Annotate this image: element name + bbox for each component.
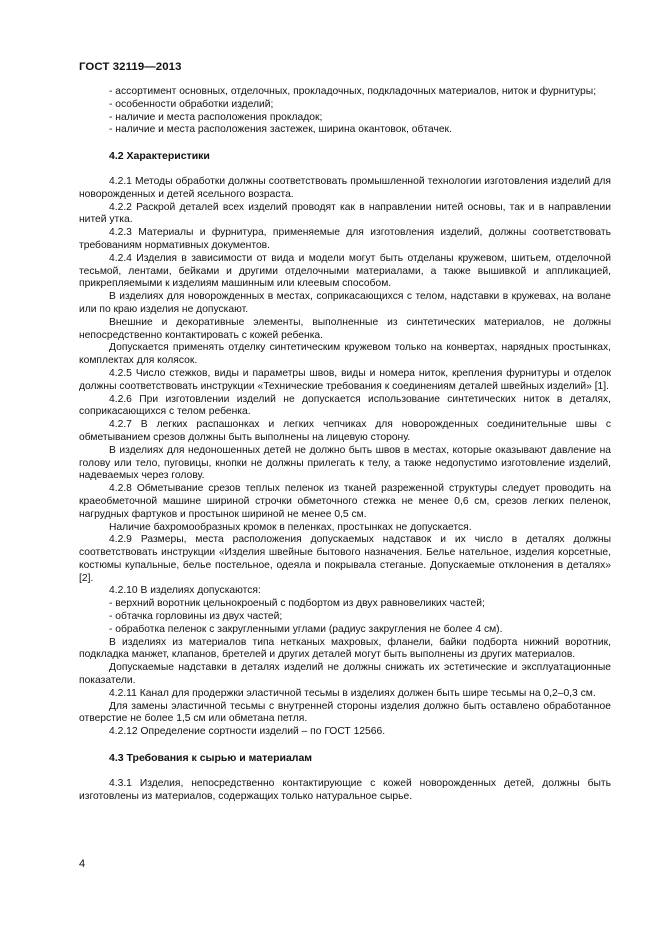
paragraph: 4.2.6 При изготовлении изделий не допускается использование синтетических ниток в деталях, соприкасающихся с телом ребенка. [79,393,611,418]
document-header-id: ГОСТ 32119—2013 [79,61,182,73]
section-heading-4-2: 4.2 Характеристики [109,150,210,163]
list-item: - ассортимент основных, отделочных, прокладочных, подкладочных материалов, ниток и фурнитуры; [109,86,597,97]
list-item: - наличие и места расположения застежек, ширина окантовок, обтачек. [109,124,452,136]
paragraph: 4.2.4 Изделия в зависимости от вида и модели могут быть отделаны кружевом, шитьем, отделочной тесьмой, лентами, бейками и другими отделочными материалами, а также вышивкой и аппликацией, прикрепляемыми к изделиям машинным или клеевым способом. [79,252,611,290]
spacer [79,765,611,778]
page-number: 4 [79,858,86,870]
paragraph: В изделиях из материалов типа нетканых махровых, фланели, байки подборта нижний воротник, подкладка манжет, клапанов, бретелей и других деталей могут быть выполнены из других материалов. [79,636,611,661]
paragraph: 4.2.12 Определение сортности изделий – по ГОСТ 12566. [109,726,386,738]
page-body [79,86,611,803]
list-item: - верхний воротник цельнокроеный с подбортом из двух равновеликих частей; [109,598,485,610]
paragraph: 4.2.11 Канал для продержки эластичной тесьмы в изделиях должен быть шире тесьмы на 0,2–0,3 см. [109,687,596,699]
spacer [79,137,611,150]
paragraph: Наличие бахромообразных кромок в пеленках, простынках не допускается. [109,521,472,533]
list-item: - обработка пеленок с закругленными углами (радиус закругления не более 4 см). [109,623,503,635]
paragraph: 4.2.9 Размеры, места расположения допускаемых надставок и их число в деталях должны соответствовать инструкции «Изделия швейные бытового назначения. Белье нательное, изделия корсетные, костюмы купальные, белье постельное, одеяла и покрывала стеганые. Допускаемые отклонения в деталях» [2]. [79,534,611,584]
paragraph: 4.2.5 Число стежков, виды и параметры швов, виды и номера ниток, крепления фурнитуры и отделок должны соответствовать инструкции «Технические требования к соединениям деталей швейных изделий» [1]. [79,367,611,392]
paragraph: 4.3.1 Изделия, непосредственно контактирующие с кожей новорожденных детей, должны быть изготовлены из материалов, содержащих только натуральное сырье. [79,777,611,802]
paragraph: Допускаемые надставки в деталях изделий не должны снижать их эстетические и эксплуатационные показатели. [79,662,611,687]
paragraph: Внешние и декоративные элементы, выполненные из синтетических материалов, не должны непосредственно контактировать с кожей ребенка. [79,316,611,341]
paragraph: Допускается применять отделку синтетическим кружевом только на конвертах, нарядных простынках, комплектах для колясок. [79,342,611,367]
paragraph: В изделиях для недоношенных детей не должно быть швов в местах, которые оказывают давление на голову или тело, пуговицы, кнопки не должны прилегать к телу, а также недопустимо изготовление изделий, надеваемых через голову. [79,444,611,482]
paragraph: 4.2.7 В легких распашонках и легких чепчиках для новорожденных соединительные швы с обметыванием срезов должны быть выполнены на лицевую сторону. [79,419,611,443]
list-item: - наличие и места расположения прокладок; [109,111,323,123]
paragraph: Для замены эластичной тесьмы с внутренней стороны изделия должно быть оставлено обработанное отверстие не более 1,5 см или обметана петля. [79,700,611,725]
paragraph: 4.2.8 Обметывание срезов теплых пеленок из тканей разреженной структуры следует проводить на краеобметочной машине шириной строчки обметочного стежка не менее 0,6 см, срезов легких пеленок, нагрудных фартуков и простынок шириной не менее 0,5 см. [79,483,611,520]
list-item: - особенности обработки изделий; [109,98,274,110]
paragraph: 4.2.3 Материалы и фурнитура, применяемые для изготовления изделий, должны соответствовать требованиям нормативных документов. [79,227,611,251]
paragraph: 4.2.1 Методы обработки должны соответствовать промышленной технологии изготовления изделий для новорожденных и детей ясельного возраста. [79,175,611,200]
section-heading-4-3: 4.3 Требования к сырью и материалам [109,752,313,765]
paragraph: 4.2.10 В изделиях допускаются: [109,585,261,597]
spacer [79,739,611,752]
list-item: - обтачка горловины из двух частей; [109,611,283,623]
paragraph: 4.2.2 Раскрой деталей всех изделий проводят как в направлении нитей основы, так и в направлении нитей утка. [79,201,611,226]
spacer [79,163,611,176]
paragraph: В изделиях для новорожденных в местах, соприкасающихся с телом, надставки в кружевах, на волане или по краю изделия не допускают. [79,291,611,315]
